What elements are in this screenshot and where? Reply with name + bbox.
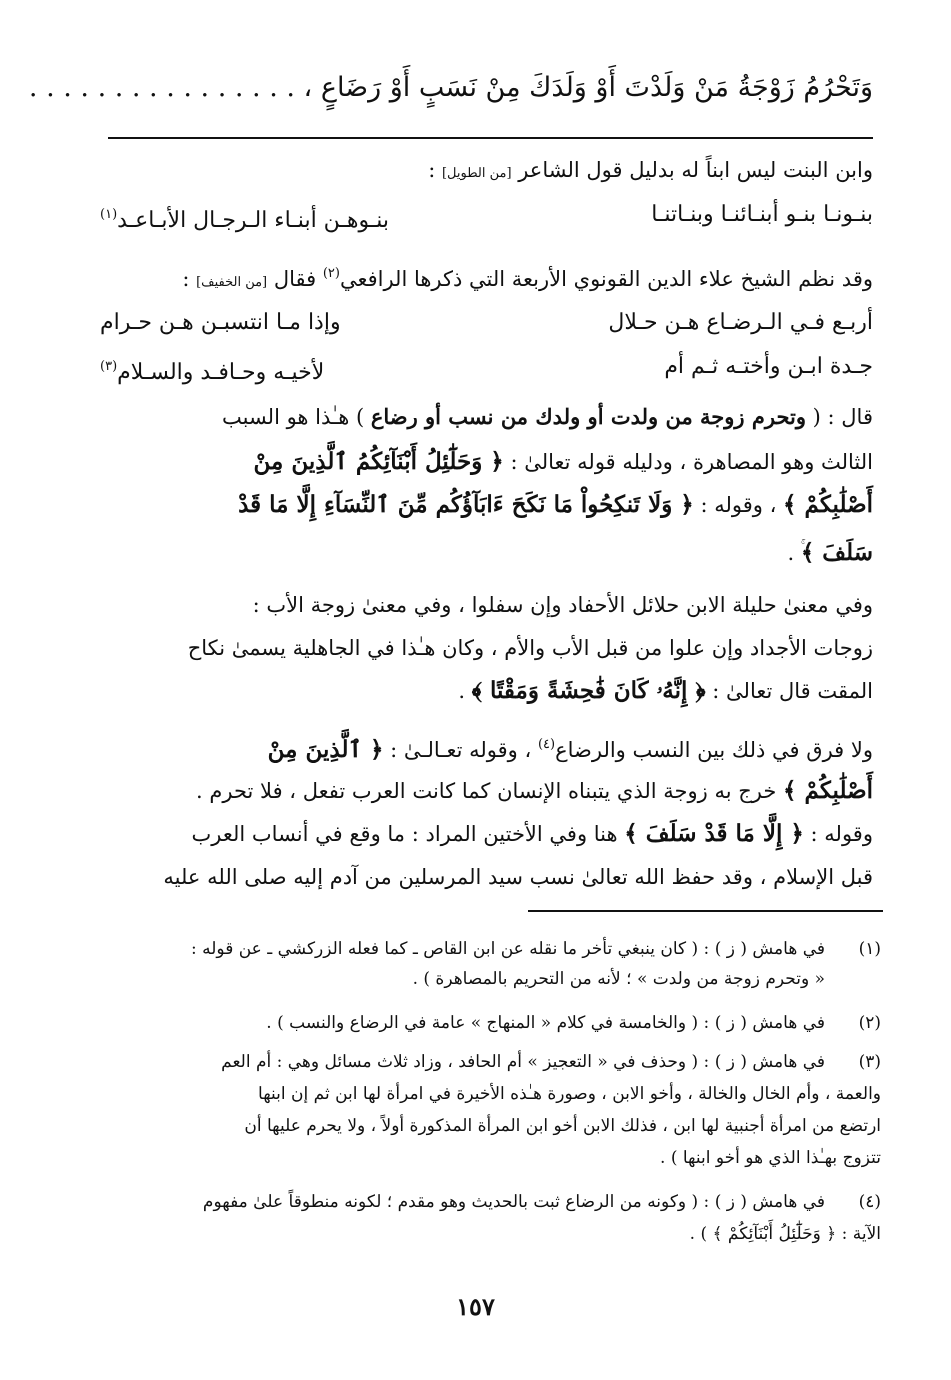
text-run: هنا وفي الأختين المراد : ما وقع في أنساب العرب xyxy=(191,822,625,846)
quran-verse: أَصْلَٰبِكُمْ ﴾ xyxy=(783,777,873,804)
verse-hemistich-second xyxy=(100,198,389,238)
text-run: ، وقوله : xyxy=(693,493,784,517)
footnote-number: (٤) xyxy=(858,1192,881,1212)
footnote-line: تتزوج بهـٰذا الذي هو أخو ابنها ) . xyxy=(660,1148,881,1168)
meter-tag: [من الطويل] xyxy=(441,166,512,181)
verse-hemistich-first: بنـونـا بنـو أبنـائنـا وبنـاتنـا xyxy=(651,202,873,227)
footnote-1 xyxy=(100,934,881,994)
footnote-ref: (٣) xyxy=(100,359,118,374)
footnote-line: في هامش ( ز ) : ( وكونه من الرضاع ثبت بالحديث وهو مقدم ؛ لكونه منطوقاً علىٰ مفهوم xyxy=(202,1192,825,1212)
para2-line2: زوجات الأجداد وإن علوا من قبل الأب والأم ، وكان هـٰذا في الجاهلية يسمىٰ نكاح xyxy=(187,636,873,660)
quran-verse: ﴿ وَلَا تَنكِحُواْ مَا نَكَحَ ءَابَآؤُكُم مِّنَ ٱلنِّسَآءِ إِلَّا مَا قَدْ xyxy=(238,491,694,518)
para3-line1 xyxy=(100,730,873,765)
para1-line4 xyxy=(100,533,873,568)
quran-verse: أَصْلَٰبِكُمْ ﴾ xyxy=(783,491,873,518)
poem-verse-1 xyxy=(100,198,873,232)
para3-line2 xyxy=(100,776,873,806)
footnote-text xyxy=(100,1046,881,1174)
page-number: ١٥٧ xyxy=(456,1292,495,1321)
text-run: وقوله : xyxy=(803,822,873,846)
footnote-line: « وتحرم زوجة من ولدت » ؛ لأنه من التحريم بالمصاهرة ) . xyxy=(412,969,825,989)
footnote-text xyxy=(100,934,825,994)
footnote-line: ارتضع من امرأة أجنبية لها ابن ، فذلك الابن أخو ابن المرأة المذكورة أولاً ، ولا يحرم عليها أن xyxy=(244,1116,881,1136)
quran-verse: سَلَفَ ﴾ xyxy=(800,539,873,566)
footnote-number: (٣) xyxy=(858,1052,881,1072)
footnote-3 xyxy=(100,1046,881,1174)
footnote-line: في هامش ( ز ) : ( وحذف في « التعجيز » أم الحافد ، وزاد ثلاث مسائل وهي : أم العم xyxy=(221,1052,825,1072)
text-run: . xyxy=(787,541,801,565)
footnote-ref: (١) xyxy=(100,207,118,222)
header-divider xyxy=(108,137,873,139)
text-run: . xyxy=(458,679,472,703)
text-run: قال : ( xyxy=(806,405,873,429)
footnote-2 xyxy=(100,1008,881,1038)
para1-line2 xyxy=(100,447,873,477)
text-run: الثالث وهو المصاهرة ، ودليله قوله تعالىٰ : xyxy=(503,450,873,474)
colon: : xyxy=(182,267,197,291)
footnote-4 xyxy=(100,1186,881,1250)
said: فقال xyxy=(267,267,323,291)
verse-hemistich-second xyxy=(100,350,324,390)
footnote-number: (٢) xyxy=(858,1013,881,1033)
footnote-ref: (٢) xyxy=(322,266,340,281)
colon: : xyxy=(428,158,442,182)
text-run: ) هـٰذا هو السبب xyxy=(221,405,371,429)
poem-verse-2 xyxy=(100,306,873,340)
matn-header: وَتَحْرُمُ زَوْجَةُ مَنْ وَلَدْتَ أَوْ وَلَدَكَ مِنْ نَسَبٍ أَوْ رَضَاعٍ ، . . . . . . . . . . . . . . . . xyxy=(28,72,873,103)
footnote-ref: (٤) xyxy=(537,737,556,752)
para3-line3 xyxy=(100,819,873,849)
verse-hemistich-first: أربـع فـي الـرضـاع هـن حـلال xyxy=(608,310,873,335)
hemistich-text: لأخيـه وحـافـد والسـلام xyxy=(117,360,325,385)
meter-tag: [من الخفيف] xyxy=(196,275,268,290)
text-run: خرج به زوجة الذي يتبناه الإنسان كما كانت العرب تفعل ، فلا تحرم . xyxy=(196,779,784,803)
footnote-divider xyxy=(528,910,883,912)
verse-hemistich-second: وإذا مـا انتسبـن هـن حـرام xyxy=(100,310,341,335)
footnote-text xyxy=(100,1186,881,1250)
intro-text: وقد نظم الشيخ علاء الدين القونوي الأربعة التي ذكرها الرافعي xyxy=(339,267,873,291)
intro-line xyxy=(100,155,873,189)
para2-line1: وفي معنىٰ حليلة الابن حلائل الأحفاد وإن سفلوا ، وفي معنىٰ زوجة الأب : xyxy=(252,593,873,617)
text-run: المقت قال تعالىٰ : xyxy=(705,679,873,703)
verse-hemistich-first: جـدة ابـن وأختـه ثـم أم xyxy=(664,354,873,379)
intro-line-2 xyxy=(100,259,873,298)
para1-line3 xyxy=(100,490,873,520)
quran-verse: ﴿ ٱلَّذِينَ مِنْ xyxy=(267,736,384,763)
text-run: ، وقوله تعـالـىٰ : xyxy=(383,738,538,762)
footnote-line: في هامش ( ز ) : ( والخامسة في كلام « المنهاج » عامة في الرضاع والنسب ) . xyxy=(266,1013,825,1033)
text-run: ولا فرق في ذلك بين النسب والرضاع xyxy=(555,738,873,762)
footnote-text xyxy=(100,1008,825,1038)
quran-verse: ﴿ إِنَّهُۥ كَانَ فَٰحِشَةً وَمَقْتًا ﴾ xyxy=(471,677,706,704)
footnote-number: (١) xyxy=(858,939,881,959)
quran-verse: ﴿ وَحَلَٰٓئِلُ أَبْنَآئِكُمُ ٱلَّذِينَ مِنْ xyxy=(253,448,504,475)
para1-line1 xyxy=(100,402,873,432)
footnote-line: الآية : ﴿ وَحَلَٰٓئِلُ أَبْنَآئِكُمْ ﴾ ) . xyxy=(689,1224,881,1244)
footnote-line: والعمة ، وأم الخال والخالة ، وأخو الابن ، وصورة هـٰذه الأخيرة في امرأة لها ابن ثم إن ابنها xyxy=(258,1084,881,1104)
footnote-line: في هامش ( ز ) : ( كان ينبغي تأخر ما نقله عن ابن القاص ـ كما فعله الزركشي ـ عن قوله : xyxy=(191,939,825,959)
matn-quote: وتحرم زوجة من ولدت أو ولدك من نسب أو رضاع xyxy=(370,404,806,429)
para3-line4: قبل الإسلام ، وقد حفظ الله تعالىٰ نسب سيد المرسلين من آدم إليه صلى الله عليه xyxy=(163,865,873,889)
intro-text: وابن البنت ليس ابناً له بدليل قول الشاعر xyxy=(518,158,873,182)
hemistich-text: بنـوهـن أبنـاء الـرجـال الأبـاعـد xyxy=(117,208,390,233)
para2-line3 xyxy=(100,676,873,706)
poem-verse-3 xyxy=(100,350,873,384)
quran-verse: ﴿ إِلَّا مَا قَدْ سَلَفَ ﴾ xyxy=(624,820,804,847)
